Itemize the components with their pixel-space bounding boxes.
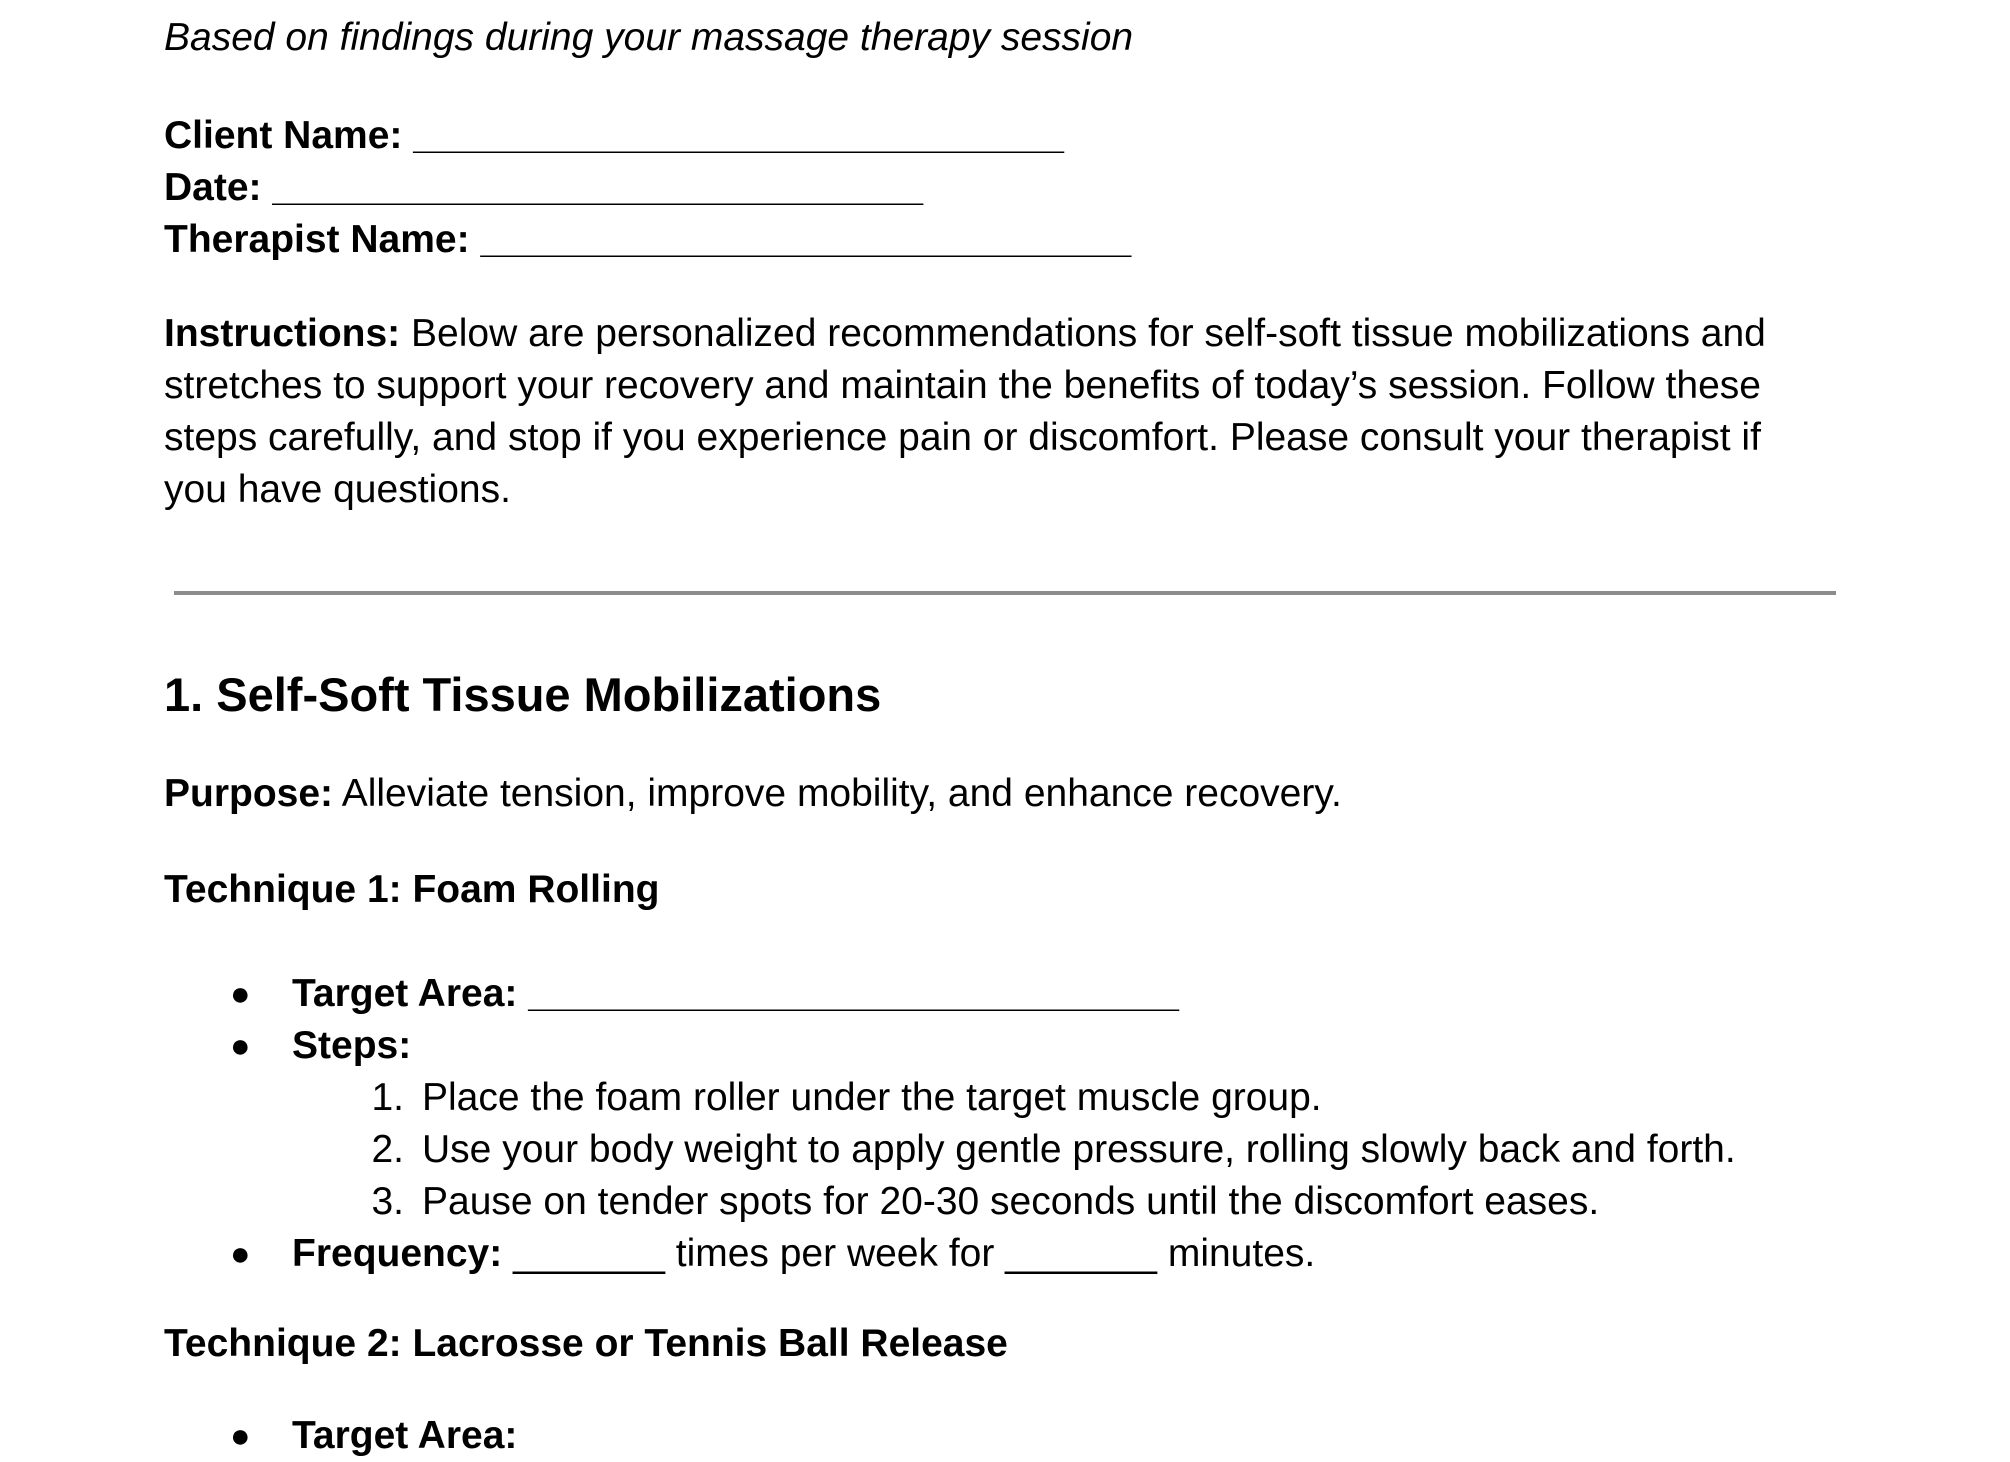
purpose-label: Purpose: (164, 772, 334, 815)
step-number: 1. (371, 1076, 404, 1119)
target-area-label: Target Area: (292, 972, 518, 1015)
bullet-icon: ● (230, 1235, 251, 1273)
frequency-text[interactable]: _______ times per week for _______ minutes. (513, 1232, 1316, 1275)
steps-label: Steps: (292, 1024, 412, 1067)
step-number: 3. (371, 1180, 404, 1223)
step-text: Use your body weight to apply gentle pressure, rolling slowly back and forth. (422, 1128, 1736, 1171)
date-field[interactable] (164, 162, 923, 214)
client-name-blank[interactable]: ______________________________ (413, 114, 1064, 157)
bullet-icon: ● (230, 1417, 251, 1455)
step-number: 2. (371, 1128, 404, 1171)
horizontal-divider (174, 591, 1836, 595)
client-name-field[interactable] (164, 110, 1064, 162)
purpose-line (164, 768, 1342, 820)
therapist-name-blank[interactable]: ______________________________ (480, 218, 1132, 261)
technique-2-title: Technique 2: Lacrosse or Tennis Ball Release (164, 1322, 1008, 1365)
technique-1-title: Technique 1: Foam Rolling (164, 868, 660, 911)
target-area-label: Target Area: (292, 1414, 518, 1457)
bullet-icon: ● (230, 1027, 251, 1065)
instructions-text: Below are personalized recommendations for self-soft tissue mobilizations and stretches to support your recovery and maintain the benefits of today’s session. Follow these steps carefully, and stop if you experience pain or discomfort. Please consult your therapist if you have questions. (164, 312, 1766, 511)
target-area-blank[interactable]: ______________________________ (528, 972, 1179, 1015)
bullet-icon: ● (230, 975, 251, 1013)
therapist-name-label: Therapist Name: (164, 218, 470, 261)
date-blank[interactable]: ______________________________ (272, 166, 924, 209)
step-text: Place the foam roller under the target muscle group. (422, 1076, 1322, 1119)
target-area-field[interactable] (292, 968, 1179, 1020)
step-text: Pause on tender spots for 20-30 seconds until the discomfort eases. (422, 1180, 1600, 1223)
document-subtitle: Based on findings during your massage therapy session (164, 16, 1134, 59)
date-label: Date: (164, 166, 262, 209)
purpose-text: Alleviate tension, improve mobility, and enhance recovery. (341, 772, 1342, 815)
client-name-label: Client Name: (164, 114, 403, 157)
instructions-paragraph (164, 308, 1814, 516)
instructions-label: Instructions: (164, 312, 401, 355)
section-heading: 1. Self-Soft Tissue Mobilizations (164, 668, 882, 721)
frequency-label: Frequency: (292, 1232, 503, 1275)
therapist-name-field[interactable] (164, 214, 1131, 266)
frequency-field[interactable] (292, 1228, 1315, 1280)
